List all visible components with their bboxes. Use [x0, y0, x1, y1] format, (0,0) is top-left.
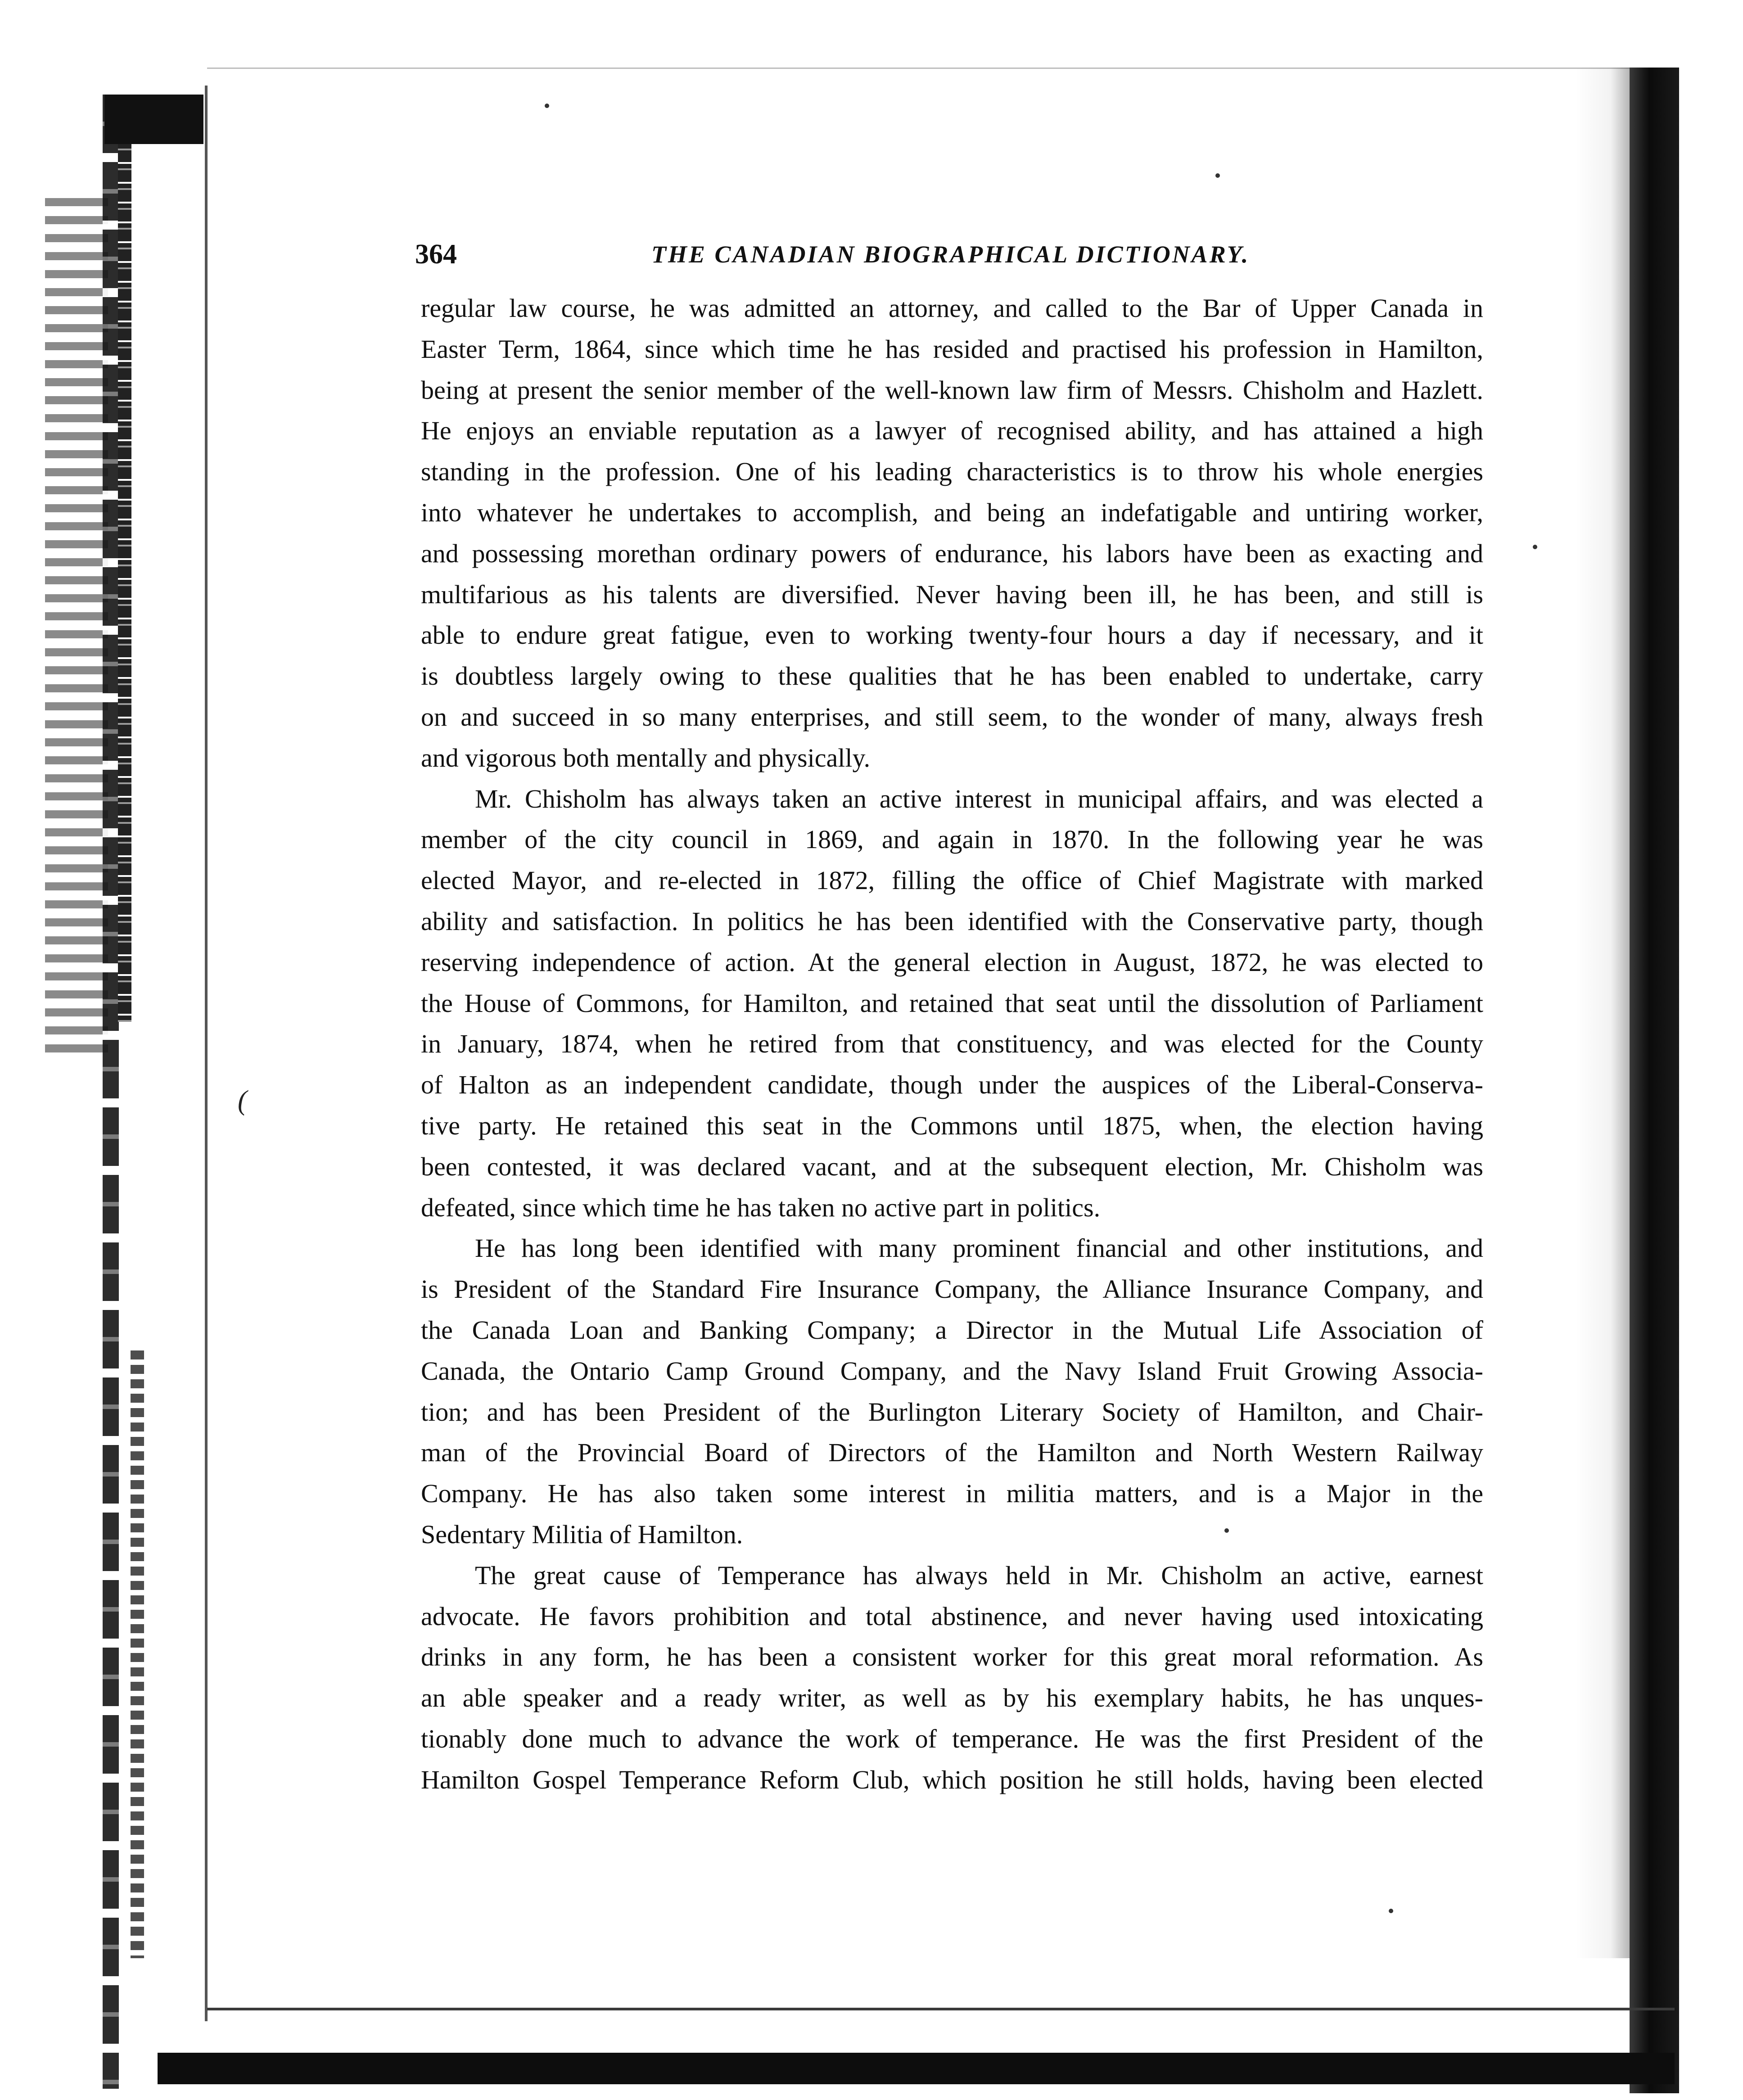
scan-right-bar [1630, 68, 1679, 2093]
text-line: been contested, it was declared vacant, and at the subsequent election, Mr. Chisholm was [421, 1152, 1483, 1181]
text-line: standing in the profession. One of his leading characteristics is to throw his whole energies [421, 457, 1483, 487]
text-line: is doubtless largely owing to these qualities that he has been enabled to undertake, carry [421, 661, 1483, 691]
scan-speck [545, 104, 549, 108]
paragraph [421, 1228, 1483, 1555]
text-line: tive party. He retained this seat in the Commons until 1875, when, the election having [421, 1111, 1483, 1140]
running-title: THE CANADIAN BIOGRAPHICAL DICTIONARY. [651, 241, 1250, 268]
text-line: Sedentary Militia of Hamilton. [421, 1519, 743, 1549]
scan-left-block [104, 95, 203, 144]
text-line: an able speaker and a ready writer, as well as by his exemplary habits, he has unques- [421, 1683, 1483, 1713]
text-line: tionably done much to advance the work of temperance. He was the first President of the [421, 1724, 1483, 1753]
text-line: Canada, the Ontario Camp Ground Company, and the Navy Island Fruit Growing Associa- [421, 1356, 1483, 1386]
scan-bottom-bar [158, 2053, 1675, 2084]
text-line: Easter Term, 1864, since which time he has resided and practised his profession in Hamilton, [421, 334, 1483, 364]
text-line: man of the Provincial Board of Directors of the Hamilton and North Western Railway [421, 1438, 1483, 1468]
scan-left-marks [45, 198, 108, 1053]
scan-speck [1389, 1909, 1393, 1913]
text-line: able to endure great fatigue, even to working twenty-four hours a day if necessary, and it [421, 620, 1483, 650]
paragraph [421, 288, 1483, 779]
text-line: He enjoys an enviable reputation as a lawyer of recognised ability, and has attained a high [421, 416, 1483, 446]
text-line: into whatever he undertakes to accomplish, and being an indefatigable and untiring worker, [421, 497, 1483, 527]
text-line: elected Mayor, and re-elected in 1872, filling the office of Chief Magistrate with marked [421, 866, 1483, 895]
paragraph [421, 779, 1483, 1228]
text-line: tion; and has been President of the Burlington Literary Society of Hamilton, and Chair- [421, 1397, 1483, 1427]
text-line: reserving independence of action. At the general election in August, 1872, he was elected to [421, 947, 1483, 977]
page-header [415, 236, 1477, 272]
text-line: in January, 1874, when he retired from that constituency, and was elected for the County [421, 1029, 1483, 1059]
scan-top-edge [207, 68, 1639, 69]
scan-bottom-edge [207, 2008, 1675, 2010]
text-line: Hamilton Gospel Temperance Reform Club, which position he still holds, having been elected [421, 1765, 1483, 1794]
text-line: and possessing morethan ordinary powers of endurance, his labors have been as exacting and [421, 538, 1483, 568]
page-number: 364 [415, 239, 457, 270]
text-line: ability and satisfaction. In politics he has been identified with the Conservative party, though [421, 906, 1483, 936]
text-line: Mr. Chisholm has always taken an active interest in municipal affairs, and was elected a [475, 784, 1483, 813]
scan-speck [1533, 545, 1537, 549]
text-line: the Canada Loan and Banking Company; a Director in the Mutual Life Association of [421, 1315, 1483, 1345]
text-line: regular law course, he was admitted an attorney, and called to the Bar of Upper Canada in [421, 294, 1483, 323]
text-line: advocate. He favors prohibition and total abstinence, and never having used intoxicating [421, 1601, 1483, 1631]
scan-paren-mark: ( [238, 1085, 247, 1116]
text-line: and vigorous both mentally and physically. [421, 743, 871, 772]
text-line: is President of the Standard Fire Insurance Company, the Alliance Insurance Company, and [421, 1274, 1483, 1304]
text-line: The great cause of Temperance has always held in Mr. Chisholm an active, earnest [475, 1560, 1483, 1590]
text-line: multifarious as his talents are diversified. Never having been ill, he has been, and still is [421, 579, 1483, 609]
text-line: on and succeed in so many enterprises, and still seem, to the wonder of many, always fresh [421, 702, 1483, 732]
paragraph [421, 1555, 1483, 1801]
text-line: the House of Commons, for Hamilton, and retained that seat until the dissolution of Parliament [421, 988, 1483, 1018]
text-line: defeated, since which time he has taken no active part in politics. [421, 1192, 1101, 1222]
scan-left-bar [103, 95, 119, 2089]
text-line: He has long been identified with many prominent financial and other institutions, and [475, 1233, 1483, 1263]
text-line: drinks in any form, he has been a consistent worker for this great moral reformation. As [421, 1642, 1483, 1672]
text-line: of Halton as an independent candidate, though under the auspices of the Liberal-Conserva- [421, 1070, 1483, 1100]
body-text [421, 288, 1483, 1800]
scan-left-strip [118, 144, 131, 1022]
text-line: member of the city council in 1869, and again in 1870. In the following year he was [421, 825, 1483, 854]
scan-left-marks-lower [131, 1350, 144, 1958]
scan-speck [1215, 173, 1220, 178]
scan-inner-left-edge [205, 86, 208, 2021]
text-line: Company. He has also taken some interest in militia matters, and is a Major in the [421, 1479, 1483, 1508]
scan-right-shadow [1576, 68, 1634, 1958]
text-line: being at present the senior member of the well-known law firm of Messrs. Chisholm and Hazlett. [421, 375, 1483, 405]
